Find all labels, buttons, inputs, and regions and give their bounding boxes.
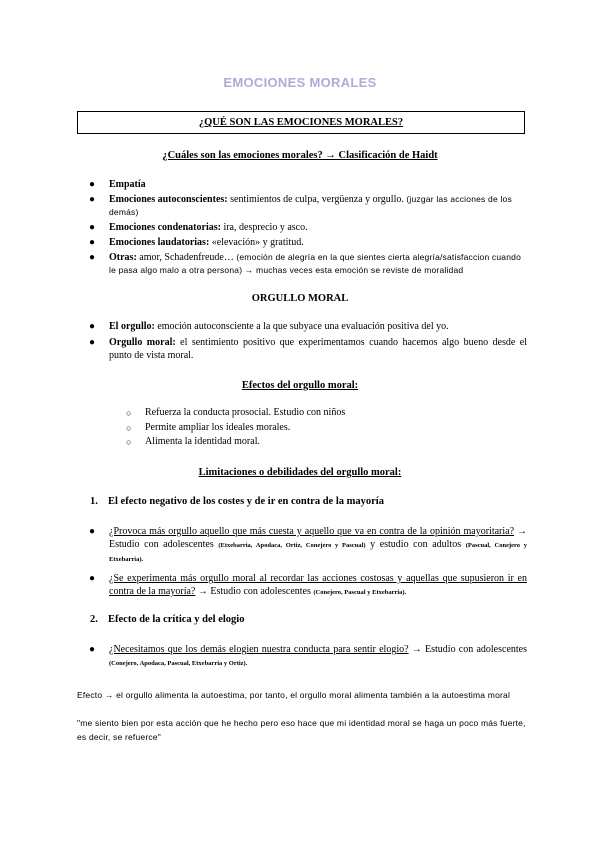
list-item: ● Emociones laudatorias: «elevación» y gratitud. bbox=[89, 237, 304, 248]
subheading-costes: 1. El efecto negativo de los costes y de ir en contra de la mayoría bbox=[90, 496, 384, 507]
bullet-icon: ● bbox=[89, 237, 96, 248]
quote-note: "me siento bien por esta acción que he hecho pero eso hace que mi identidad moral se haga un poco más fuerte, es decir, se refuerce" bbox=[77, 718, 526, 742]
circle-bullet-icon: ○ bbox=[126, 437, 132, 447]
page-title: EMOCIONES MORALES bbox=[223, 75, 377, 90]
efectos-list bbox=[113, 406, 513, 450]
list-item: ● ¿Provoca más orgullo aquello que más cuesta y aquello que va en contra de la opinión mayoritaria? → Estudio con adolescentes (Etxebarria, Apodaca, Ortiz, Conejero y Pascual) y estudio con adultos (Pascual, Conejero y Etxebarria). bbox=[89, 526, 528, 563]
section-heading-haidt: ¿Cuáles son las emociones morales? → Clasificación de Haidt bbox=[162, 150, 438, 161]
circle-bullet-icon: ○ bbox=[126, 422, 132, 433]
boxed-heading: ¿QUÉ SON LAS EMOCIONES MORALES? bbox=[77, 111, 525, 134]
critica-list bbox=[77, 643, 527, 670]
orgullo-list bbox=[77, 320, 527, 362]
list-item: ● Emociones autoconscientes: sentimientos de culpa, vergüenza y orgullo. (juzgar las acciones de los demás) bbox=[89, 194, 512, 217]
efecto-note: Efecto → el orgullo alimenta la autoestima, por tanto, el orgullo moral alimenta también a la autoestima moral bbox=[77, 690, 511, 700]
bullet-icon: ● bbox=[89, 644, 96, 655]
list-item: ● El orgullo: emoción autoconsciente a la que subyace una evaluación positiva del yo. bbox=[89, 321, 449, 332]
bullet-icon: ● bbox=[89, 337, 96, 348]
list-item: ○ Refuerza la conducta prosocial. Estudio con niños bbox=[113, 406, 513, 421]
list-item: ● Empatía bbox=[89, 179, 146, 190]
circle-bullet-icon: ○ bbox=[126, 408, 132, 418]
list-item: ○ Alimenta la identidad moral. bbox=[113, 435, 513, 450]
bullet-icon: ● bbox=[89, 573, 96, 584]
bullet-icon: ● bbox=[89, 321, 96, 332]
section-heading-orgullo: ORGULLO MORAL bbox=[251, 293, 349, 304]
list-item: ● Otras: amor, Schadenfreude… (emoción de alegría en la que sientes cierta alegría/satisfaccion cuando le pasa algo malo a otra persona) → muchas veces esta emoción se reviste de moralidad bbox=[89, 252, 522, 275]
list-item: ● ¿Necesitamos que los demás elogien nuestra conducta para sentir elogio? → Estudio con adolescentes (Conejero, Apodaca, Pascual, Etxebarria y Ortiz). bbox=[89, 644, 528, 667]
bullet-icon: ● bbox=[89, 252, 96, 263]
section-heading-efectos: Efectos del orgullo moral: bbox=[241, 380, 359, 391]
costes-list bbox=[77, 525, 527, 599]
subheading-critica: 2. Efecto de la crítica y del elogio bbox=[90, 614, 245, 625]
list-item: ● Orgullo moral: el sentimiento positivo que experimentamos cuando hacemos algo bueno desde el punto de vista moral. bbox=[89, 337, 527, 361]
list-item: ○ Permite ampliar los ideales morales. bbox=[113, 421, 513, 436]
bullet-icon: ● bbox=[89, 222, 96, 233]
section-heading-limitaciones: Limitaciones o debilidades del orgullo moral: bbox=[198, 467, 402, 478]
list-item: ● ¿Se experimenta más orgullo moral al recordar las acciones costosas y aquellas que supusieron ir en contra de la mayoría? → Estudio con adolescentes (Conejero, Pascual y Etxebarria). bbox=[89, 573, 527, 597]
bullet-icon: ● bbox=[89, 194, 96, 205]
list-item: ● Emociones condenatorias: ira, desprecio y asco. bbox=[89, 222, 308, 233]
bullet-icon: ● bbox=[89, 179, 96, 190]
emotions-list bbox=[77, 178, 527, 277]
bullet-icon: ● bbox=[89, 526, 96, 537]
